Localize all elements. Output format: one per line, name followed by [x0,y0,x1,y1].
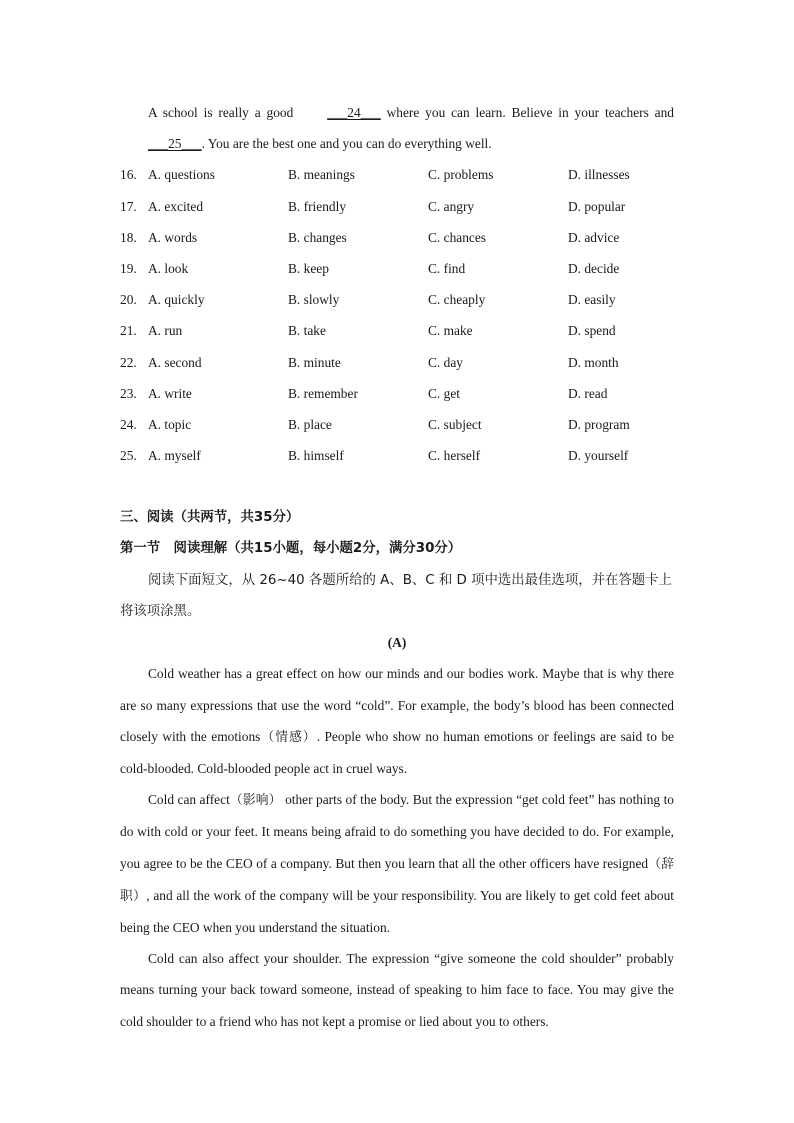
reading-instruction: 阅读下面短文，从 26~40 各题所给的 A、B、C 和 D 项中选出最佳选项，并在答题卡上将该项涂黑。 [120,572,672,619]
question-number: 19. [120,260,137,276]
page-content [120,97,674,1037]
option-b: B. meanings [288,167,355,183]
option-b: B. friendly [288,198,347,214]
question-number: 16. [120,167,137,183]
option-a: A. topic [148,416,192,432]
option-d: D. month [568,354,619,370]
question-number: 20. [120,292,137,308]
chinese-gloss: （影响） [229,793,282,809]
question-number: 18. [120,229,137,245]
option-row [120,159,674,190]
question-number: 17. [120,198,137,214]
option-c: C. angry [428,198,475,214]
passage-paragraph-3: Cold can also affect your shoulder. The expression “give someone the cold shoulder” probably means turning your back toward someone, instead of speaking to him face to face. You may give the cold shoulder to a friend who has not kept a promise or lied about you to others. [120,951,674,1029]
option-row [120,284,674,315]
option-b: B. take [288,323,326,339]
option-a: A. questions [148,167,215,183]
option-a: A. write [148,385,192,401]
option-a: A. myself [148,448,201,464]
option-row [120,347,674,378]
option-c: C. chances [428,229,487,245]
paragraph-text: Cold can affect [148,792,230,808]
cloze-text-part1: A school is really a good [148,105,300,120]
chinese-gloss: （情感） [260,729,317,745]
option-b: B. changes [288,229,347,245]
blank-25: ___25___ [148,136,202,152]
option-a: A. run [148,323,183,339]
option-d: D. easily [568,292,616,308]
option-row [120,440,674,471]
option-c: C. cheaply [428,292,486,308]
passage-paragraph-1 [120,658,674,784]
option-d: D. popular [568,198,626,214]
option-d: D. illnesses [568,167,630,183]
option-a: A. second [148,354,202,370]
option-a: A. quickly [148,292,205,308]
passage-paragraph-2 [120,784,674,943]
subsection-title: 第一节 阅读理解（共15小题，每小题2分，满分30分） [120,541,462,557]
cloze-text-part2: where you can learn. Believe in your teachers and [380,105,675,120]
cloze-paragraph [120,97,674,159]
option-a: A. excited [148,198,204,214]
question-number: 21. [120,323,137,339]
cloze-text-part3: . You are the best one and you can do everything well. [201,136,492,152]
blank-24: ___24___ [327,105,381,120]
chinese-gloss: （辞职） [120,856,675,904]
section-title: 三、阅读（共两节，共35分） [120,510,300,526]
option-b: B. minute [288,354,341,370]
paragraph-text: , and all the work of the company will be your responsibility. You are likely to get cold feet about being the CEO when you understand the situation. [120,887,674,935]
paragraph-text: other parts of the body. But the expression “get cold feet” has nothing to do with cold or your feet. It means being afraid to do something you have decided to do. For example, you agree to be the CEO of a company. But then you learn that all the other officers have resigned [120,792,674,871]
question-number: 23. [120,385,137,401]
options-list [120,159,674,471]
option-a: A. look [148,260,189,276]
option-b: B. himself [288,448,344,464]
option-row [120,253,674,284]
option-a: A. words [148,229,198,245]
question-number: 22. [120,354,137,370]
passage-label: (A) [387,635,407,651]
option-c: C. make [428,323,473,339]
option-d: D. program [568,416,630,432]
option-d: D. spend [568,323,616,339]
option-d: D. yourself [568,448,629,464]
question-number: 25. [120,448,137,464]
option-row [120,409,674,440]
option-c: C. day [428,354,463,370]
option-row [120,378,674,409]
option-b: B. slowly [288,292,340,308]
option-c: C. subject [428,416,482,432]
option-row [120,222,674,253]
option-c: C. problems [428,167,494,183]
option-c: C. herself [428,448,481,464]
option-b: B. keep [288,260,329,276]
option-d: D. advice [568,229,620,245]
option-b: B. place [288,416,332,432]
option-d: D. decide [568,260,620,276]
paragraph-text: Cold weather has a great effect on how our minds and our bodies work. Maybe that is why there are so many expressions that use the word “cold”. For example, the body’s blood has been connected closely with the emotions [120,666,674,744]
option-row [120,191,674,222]
option-c: C. find [428,260,466,276]
option-b: B. remember [288,385,358,401]
section-gap [120,471,674,502]
option-c: C. get [428,385,460,401]
paragraph-text: . People who show no human emotions or feelings are said to be cold-blooded. Cold-blooded people act in cruel ways. [120,728,674,776]
question-number: 24. [120,416,137,432]
option-row [120,315,674,346]
option-d: D. read [568,385,608,401]
